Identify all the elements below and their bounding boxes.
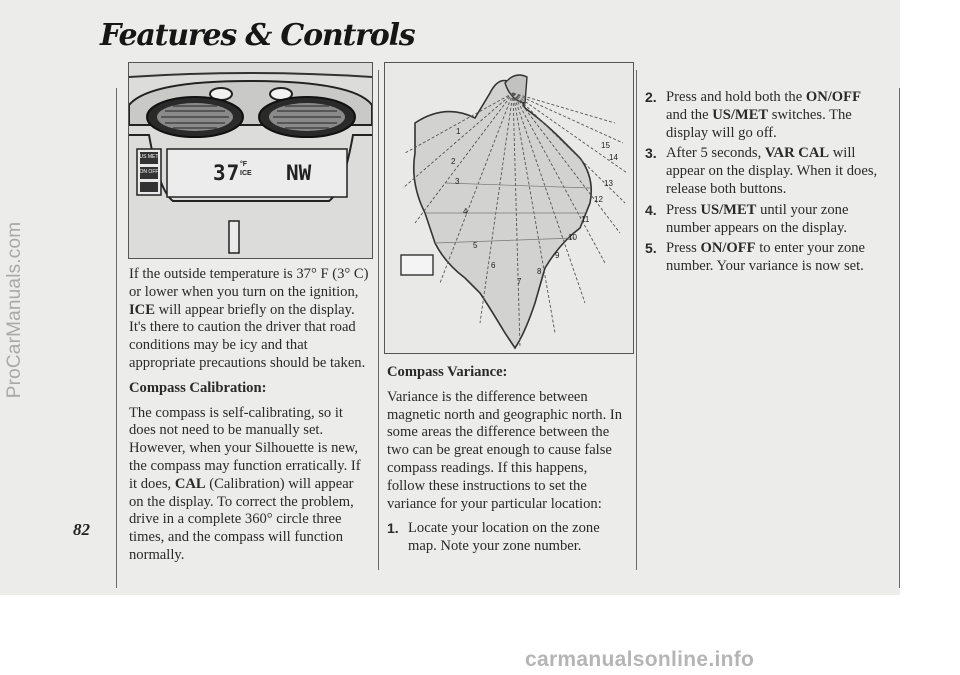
column-2: [387, 364, 627, 559]
overhead-console-display-icon: [129, 63, 372, 258]
zone-label-10: 10: [568, 233, 577, 242]
overhead-console-illustration: [128, 62, 373, 259]
zone-label-3: 3: [455, 177, 460, 186]
zone-label-2: 2: [451, 157, 456, 166]
ice-warning-paragraph: [129, 266, 371, 373]
column-divider-1: [378, 70, 379, 570]
page-number: 82: [73, 520, 90, 539]
zone-label-4: 4: [463, 207, 468, 216]
step-item: [645, 202, 885, 238]
text-run: will appear briefly on the display. It's there to caution the driver that road conditions may be icy and that appropriate precautions should be taken.: [129, 301, 366, 371]
display-temperature: 37: [213, 161, 241, 185]
step-item: [645, 240, 885, 276]
text-run: Press: [666, 240, 701, 257]
bold-term: US/MET: [700, 201, 757, 218]
bold-term: US/MET: [712, 106, 769, 123]
display-ice-label: ICE: [240, 170, 252, 177]
footer-watermark: carmanualsonline.info: [525, 648, 755, 671]
page-title: Features & Controls: [100, 18, 415, 53]
step-item: [645, 145, 885, 198]
text-run: After 5 seconds,: [666, 145, 765, 162]
zone-label-6: 6: [491, 261, 496, 270]
zone-label-5: 5: [473, 241, 478, 250]
side-watermark: [2, 175, 28, 445]
compass-variance-paragraph: Variance is the difference between magnetic north and geographic north. In some areas the difference between the two can be great enough to cause false compass readings. If this happens, follow these instructions to set the variance for your particular location:: [387, 388, 623, 512]
zone-label-11: 11: [581, 215, 590, 224]
zone-label-13: 13: [604, 179, 613, 188]
step-number: 2.: [645, 89, 657, 105]
column-1: [129, 266, 371, 572]
column-3: [645, 89, 885, 279]
zone-label-1: 1: [456, 127, 461, 136]
text-run: Locate your location on the zone map. Note your zone number.: [408, 520, 600, 555]
zone-label-15: 15: [601, 141, 610, 150]
step-number: 3.: [645, 145, 657, 162]
zone-label-12: 12: [594, 195, 603, 204]
left-margin-rule: [116, 88, 117, 588]
text-run: will appear on the display. When it does, release both buttons.: [666, 145, 878, 197]
step-number: 5.: [645, 240, 657, 257]
text-run: to enter your zone number. Your variance is now set.: [666, 240, 866, 275]
text-run: and the: [666, 106, 713, 123]
compass-calibration-paragraph: [129, 405, 371, 565]
bold-term: VAR CAL: [764, 145, 830, 162]
text-run: switches. The display will go off.: [666, 106, 852, 141]
display-direction: NW: [286, 161, 312, 185]
bold-term: ON/OFF: [805, 89, 861, 105]
side-watermark-text: ProCarManuals.com: [4, 221, 25, 399]
variance-steps-part-1: [387, 520, 627, 556]
compass-variance-heading: Compass Variance:: [387, 364, 508, 380]
step-item: [387, 520, 627, 556]
on-off-button-label: ON OFF: [139, 169, 159, 175]
text-run: until your zone number appears on the display.: [666, 201, 849, 236]
variance-steps-part-2: [645, 89, 885, 276]
text-run: (Calibration) will appear on the display. To correct the problem, drive in a complete 360° circle three times, and the compass will function normally.: [129, 475, 354, 563]
zone-label-7: 7: [517, 277, 522, 286]
column-divider-2: [636, 70, 637, 570]
step-number: 1.: [387, 520, 399, 537]
display-degree-mark: °F: [240, 161, 248, 168]
compass-calibration-heading: Compass Calibration:: [129, 379, 267, 396]
text-run: Press: [666, 201, 701, 218]
text-run: Press and hold both the: [666, 89, 806, 105]
step-number: 4.: [645, 201, 657, 218]
us-met-button-label: US MET: [139, 154, 159, 160]
compass-variance-zone-map-icon: [385, 63, 633, 353]
bold-term: CAL: [174, 475, 206, 492]
bold-term: ON/OFF: [700, 240, 756, 257]
text-run: The compass is self-calibrating, so it does not need to be manually set. However, when your Silhouette is new, the compass may function erratically. If it does,: [129, 404, 361, 492]
zone-label-8: 8: [537, 267, 542, 276]
zone-label-9: 9: [555, 251, 560, 260]
text-run: If the outside temperature is 37° F (3° C) or lower when you turn on the ignition,: [129, 266, 369, 300]
step-item: [645, 89, 885, 142]
zone-map-illustration: [384, 62, 634, 354]
zone-label-14: 14: [609, 153, 618, 162]
right-margin-rule: [899, 88, 900, 588]
bold-term: ICE: [129, 301, 155, 318]
